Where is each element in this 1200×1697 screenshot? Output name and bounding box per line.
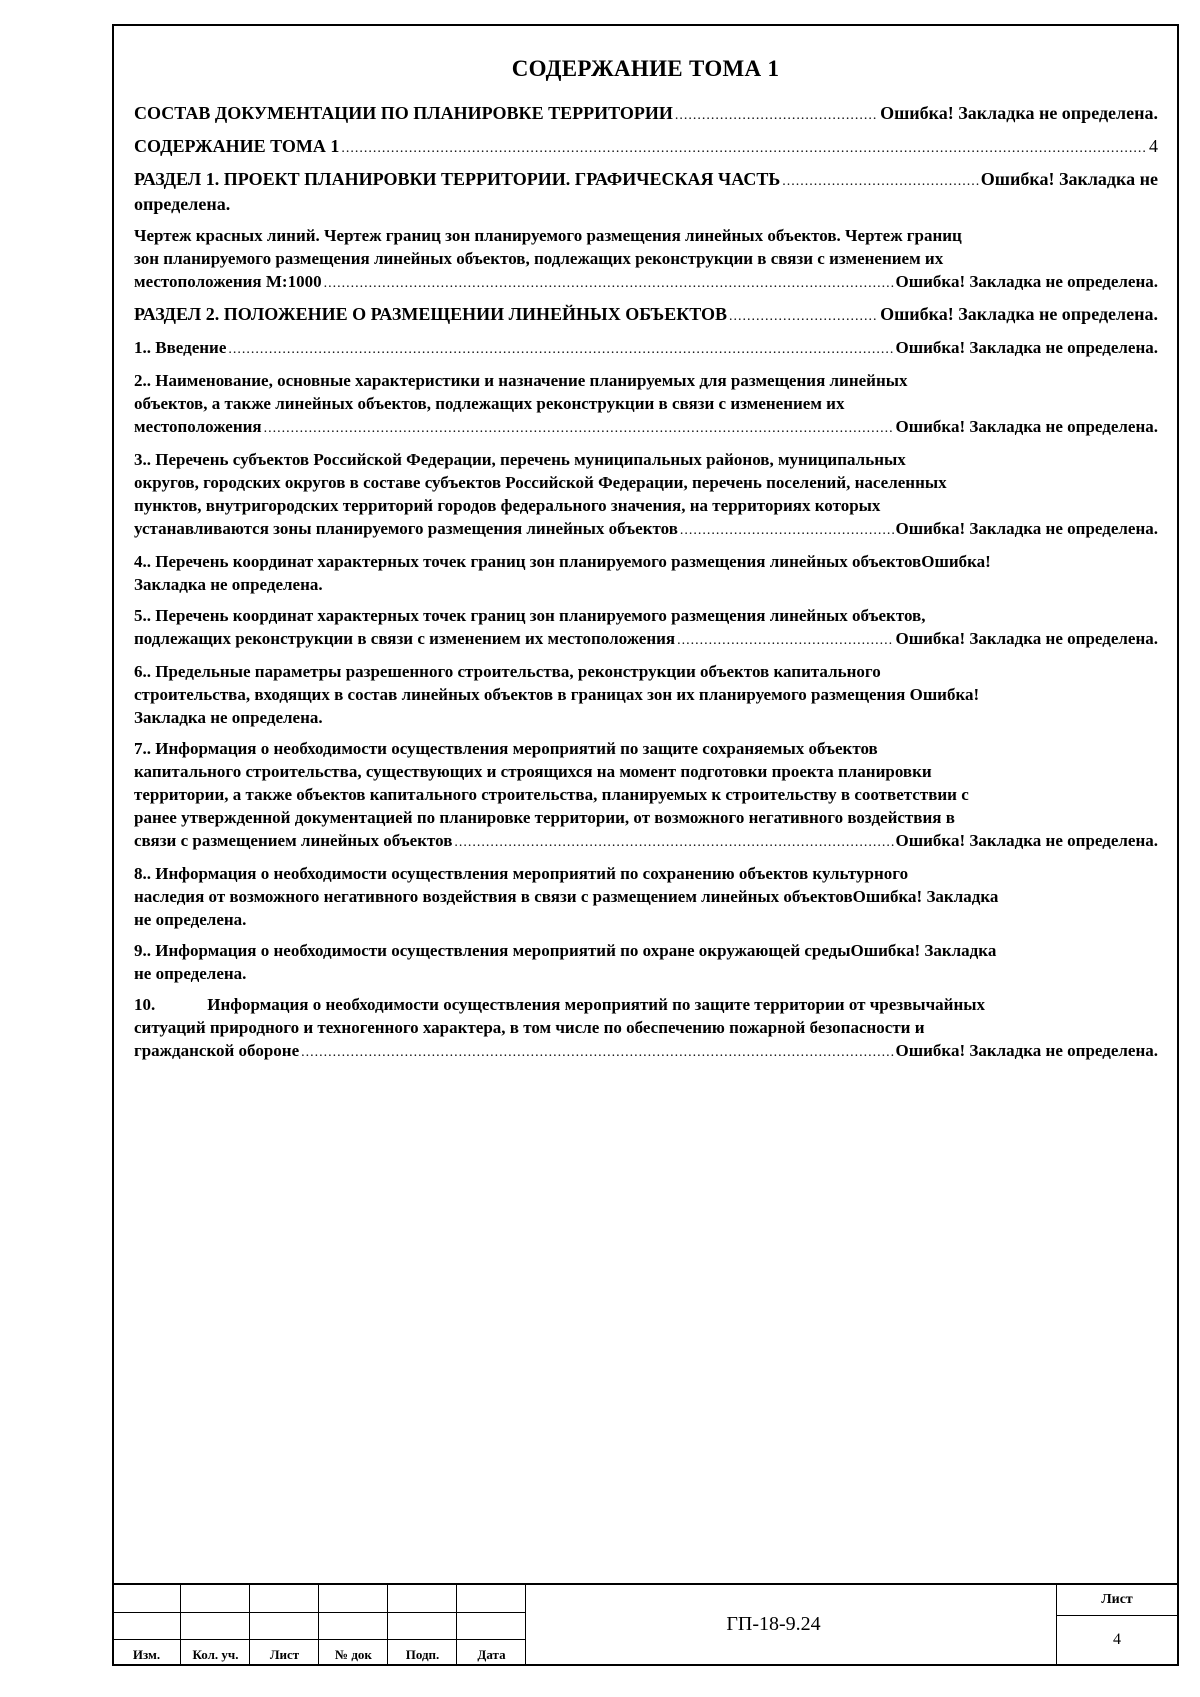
toc-entry-line: зон планируемого размещения линейных объектов, подлежащих реконструкции в связи с изменением их bbox=[134, 249, 944, 268]
toc-entry-text: местоположения М:1000 bbox=[134, 272, 322, 291]
toc-page-ref: Ошибка! Закладка не определена. bbox=[895, 417, 1158, 436]
toc-page-ref: Ошибка! Закладка не определена. bbox=[895, 519, 1158, 538]
toc-entry-line: пунктов, внутригородских территорий городов федерального значения, на территориях которых bbox=[134, 496, 881, 515]
toc-entry-text: местоположения bbox=[134, 417, 262, 436]
toc-entry[interactable] bbox=[134, 993, 1158, 1064]
toc-entry-continuation: Закладка не определена. bbox=[134, 575, 323, 594]
title-block-column-label: Подп. bbox=[405, 1647, 440, 1662]
toc-entry[interactable] bbox=[134, 135, 1158, 160]
toc-page-ref: Ошибка! Закладка не определена. bbox=[895, 338, 1158, 357]
toc-entry-text: гражданской обороне bbox=[134, 1041, 300, 1060]
dot-leader bbox=[729, 305, 878, 328]
toc-entry-line: 5.. Перечень координат характерных точек границ зон планируемого размещения линейных объектов, bbox=[134, 606, 926, 625]
dot-leader bbox=[324, 272, 894, 295]
sheet-number: 4 bbox=[1113, 1631, 1121, 1648]
toc-entry[interactable] bbox=[134, 550, 1158, 596]
page-title: СОДЕРЖАНИЕ ТОМА 1 bbox=[511, 56, 780, 81]
toc-entry[interactable] bbox=[134, 939, 1158, 985]
sheet-label: Лист bbox=[1101, 1592, 1133, 1607]
toc-entry-line: строительства, входящих в состав линейных объектов в границах зон их планируемого размещения Ошибка! bbox=[134, 685, 980, 704]
dot-leader bbox=[301, 1041, 893, 1064]
toc-entry-line: 10. Информация о необходимости осуществления мероприятий по защите территории от чрезвычайных bbox=[134, 995, 986, 1014]
toc-entry-text: подлежащих реконструкции в связи с изменением их местоположения bbox=[134, 629, 676, 648]
toc-page-ref: Ошибка! Закладка не определена. bbox=[895, 629, 1158, 648]
toc-entry-line: Чертеж красных линий. Чертеж границ зон планируемого размещения линейных объектов. Чертеж границ bbox=[134, 226, 962, 245]
dot-leader bbox=[675, 104, 878, 127]
toc-entry-text: РАЗДЕЛ 1. ПРОЕКТ ПЛАНИРОВКИ ТЕРРИТОРИИ. ГРАФИЧЕСКАЯ ЧАСТЬ bbox=[134, 169, 781, 189]
toc-page-ref: Ошибка! Закладка не определена. bbox=[880, 103, 1158, 123]
toc-entry[interactable] bbox=[134, 862, 1158, 931]
toc-entry-line: 6.. Предельные параметры разрешенного строительства, реконструкции объектов капитального bbox=[134, 662, 881, 681]
toc-entry-continuation: Закладка не определена. bbox=[134, 708, 323, 727]
toc-entry-line: 4.. Перечень координат характерных точек границ зон планируемого размещения линейных объектовОшибка! bbox=[134, 552, 991, 571]
dot-leader bbox=[454, 831, 893, 854]
title-block-column-label: Лист bbox=[269, 1647, 300, 1662]
toc-entry[interactable] bbox=[134, 369, 1158, 440]
sheet-divider bbox=[1057, 1615, 1177, 1616]
toc-entry-line: 8.. Информация о необходимости осуществления мероприятий по сохранению объектов культурного bbox=[134, 864, 909, 883]
toc-entry-continuation: не определена. bbox=[134, 910, 247, 929]
toc-entry[interactable] bbox=[134, 737, 1158, 854]
toc-page-ref: Ошибка! Закладка не определена. bbox=[880, 304, 1158, 324]
toc-entry-text: связи с размещением линейных объектов bbox=[134, 831, 453, 850]
toc-entry-line: территории, а также объектов капитального строительства, планируемых к строительству в соответствии с bbox=[134, 785, 969, 804]
dot-leader bbox=[782, 170, 979, 193]
dot-leader bbox=[680, 519, 894, 542]
toc-entry[interactable] bbox=[134, 102, 1158, 127]
toc-entry-line: 7.. Информация о необходимости осуществления мероприятий по защите сохраняемых объектов bbox=[134, 739, 878, 758]
dot-leader bbox=[228, 338, 893, 361]
title-block-column-label: Дата bbox=[477, 1647, 506, 1662]
toc-entry[interactable] bbox=[134, 336, 1158, 361]
toc-page-ref: 4 bbox=[1149, 136, 1158, 156]
table-of-contents bbox=[134, 102, 1158, 1072]
title-block-column-label: Изм. bbox=[132, 1647, 161, 1662]
toc-entry-line: ситуаций природного и техногенного характера, в том числе по обеспечению пожарной безопасности и bbox=[134, 1018, 925, 1037]
toc-entry-text: СОДЕРЖАНИЕ ТОМА 1 bbox=[134, 136, 340, 156]
title-block-column-label: Кол. уч. bbox=[192, 1647, 239, 1662]
toc-entry-continuation: не определена. bbox=[134, 964, 247, 983]
dot-leader bbox=[677, 629, 893, 652]
title-block bbox=[112, 1583, 1179, 1666]
toc-entry[interactable] bbox=[134, 168, 1158, 216]
toc-entry-text: РАЗДЕЛ 2. ПОЛОЖЕНИЕ О РАЗМЕЩЕНИИ ЛИНЕЙНЫХ ОБЪЕКТОВ bbox=[134, 304, 728, 324]
toc-page-ref: Ошибка! Закладка не bbox=[980, 169, 1158, 189]
toc-entry-line: 9.. Информация о необходимости осуществления мероприятий по охране окружающей средыОшибка! Закладка bbox=[134, 941, 997, 960]
toc-entry[interactable] bbox=[134, 303, 1158, 328]
toc-entry[interactable] bbox=[134, 604, 1158, 652]
toc-page-ref: Ошибка! Закладка не определена. bbox=[895, 272, 1158, 291]
dot-leader bbox=[264, 417, 894, 440]
document-code: ГП-18-9.24 bbox=[726, 1613, 821, 1635]
toc-entry-text: устанавливаются зоны планируемого размещения линейных объектов bbox=[134, 519, 678, 538]
toc-entry-line: наследия от возможного негативного воздействия в связи с размещением линейных объектовОшибка! Закладка bbox=[134, 887, 999, 906]
toc-entry-line: капитального строительства, существующих и строящихся на момент подготовки проекта планировки bbox=[134, 762, 932, 781]
toc-entry-line: объектов, а также линейных объектов, подлежащих реконструкции в связи с изменением их bbox=[134, 394, 845, 413]
title-block-column-label: № док bbox=[335, 1647, 372, 1662]
toc-page-ref: Ошибка! Закладка не определена. bbox=[895, 1041, 1158, 1060]
toc-entry-line: 2.. Наименование, основные характеристики и назначение планируемых для размещения линейных bbox=[134, 371, 908, 390]
toc-entry[interactable] bbox=[134, 448, 1158, 542]
toc-entry-text: СОСТАВ ДОКУМЕНТАЦИИ ПО ПЛАНИРОВКЕ ТЕРРИТОРИИ bbox=[134, 103, 673, 123]
toc-entry-text: 1.. Введение bbox=[134, 338, 227, 357]
toc-entry-line: округов, городских округов в составе субъектов Российской Федерации, перечень поселений, населенных bbox=[134, 473, 947, 492]
toc-entry-continuation: определена. bbox=[134, 194, 231, 214]
dot-leader bbox=[341, 137, 1147, 160]
toc-page-ref: Ошибка! Закладка не определена. bbox=[895, 831, 1158, 850]
toc-entry-line: ранее утвержденной документацией по планировке территории, от возможного негативного воздействия в bbox=[134, 808, 955, 827]
toc-entry[interactable] bbox=[134, 660, 1158, 729]
toc-entry-line: 3.. Перечень субъектов Российской Федерации, перечень муниципальных районов, муниципальных bbox=[134, 450, 906, 469]
toc-entry[interactable] bbox=[134, 224, 1158, 295]
